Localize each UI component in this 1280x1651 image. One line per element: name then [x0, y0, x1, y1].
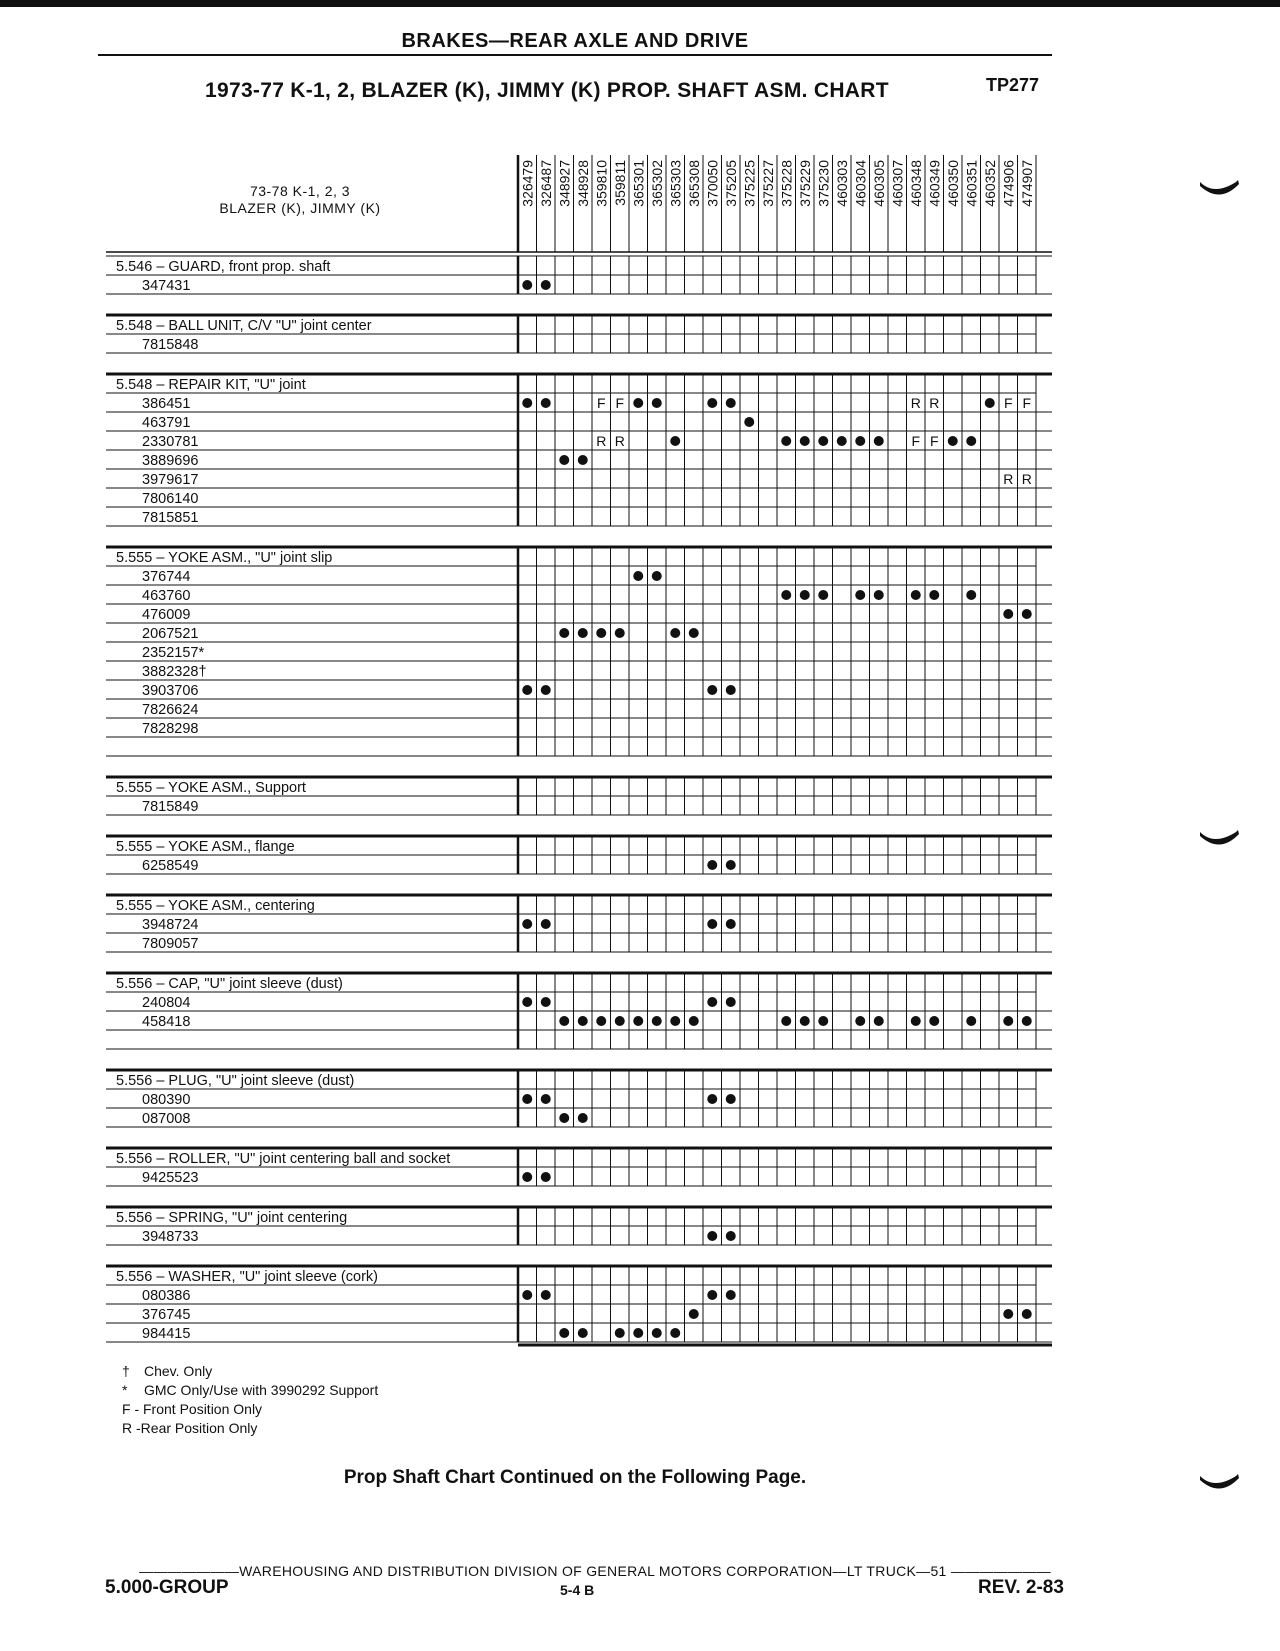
footer-page-number: 5-4 B: [560, 1582, 595, 1598]
column-header: 375229: [796, 160, 813, 207]
column-header: 365302: [648, 160, 665, 207]
usage-dot: [522, 1094, 532, 1104]
usage-dot: [707, 685, 717, 695]
usage-dot: [633, 398, 643, 408]
usage-dot: [1022, 1016, 1032, 1026]
usage-dot: [633, 571, 643, 581]
usage-dot: [800, 1016, 810, 1026]
usage-dot: [726, 919, 736, 929]
part-number: 3889696: [142, 453, 199, 469]
column-header: 460307: [889, 160, 906, 207]
part-number: 7806140: [142, 491, 199, 507]
usage-dot: [615, 628, 625, 638]
usage-dot: [578, 1328, 588, 1338]
column-header: 359810: [593, 160, 610, 207]
usage-dot: [559, 1016, 569, 1026]
usage-dot: [707, 1290, 717, 1300]
usage-dot: [670, 436, 680, 446]
column-header: 326487: [537, 160, 554, 207]
part-number: 476009: [142, 607, 191, 623]
usage-dot: [855, 590, 865, 600]
position-code: F: [615, 395, 625, 411]
usage-dot: [522, 685, 532, 695]
usage-dot: [726, 1290, 736, 1300]
column-header: 460350: [944, 160, 961, 207]
column-header: 375225: [741, 160, 758, 207]
part-number: 080386: [142, 1288, 191, 1304]
position-code: F: [1022, 395, 1032, 411]
usage-dot: [800, 436, 810, 446]
group-title: 5.555 – YOKE ASM., Support: [116, 780, 306, 796]
column-header: 365303: [667, 160, 684, 207]
usage-dot: [559, 628, 569, 638]
usage-dot: [874, 436, 884, 446]
column-header: 348928: [574, 160, 591, 207]
usage-dot: [707, 398, 717, 408]
usage-dot: [726, 1094, 736, 1104]
column-header: 474906: [1000, 160, 1017, 207]
vehicle-header-line1: 73-78 K-1, 2, 3: [249, 183, 351, 199]
usage-dot: [929, 590, 939, 600]
part-number: 984415: [142, 1326, 191, 1342]
usage-dot: [541, 997, 551, 1007]
usage-dot: [578, 628, 588, 638]
footnote: [122, 1362, 378, 1381]
usage-dot: [522, 280, 532, 290]
group-title: 5.548 – BALL UNIT, C/V "U" joint center: [116, 318, 372, 334]
part-number: 386451: [142, 396, 191, 412]
usage-dot: [1003, 609, 1013, 619]
section-title: BRAKES—REAR AXLE AND DRIVE: [401, 30, 749, 52]
usage-dot: [578, 1113, 588, 1123]
usage-dot: [726, 860, 736, 870]
usage-dot: [633, 1328, 643, 1338]
usage-dot: [541, 1094, 551, 1104]
part-number: 463760: [142, 588, 191, 604]
usage-dot: [707, 1231, 717, 1241]
part-number: 3979617: [142, 472, 199, 488]
usage-dot: [670, 1328, 680, 1338]
usage-dot: [1022, 609, 1032, 619]
usage-dot: [1003, 1016, 1013, 1026]
part-number: 2330781: [142, 434, 199, 450]
usage-dot: [726, 997, 736, 1007]
group-title: 5.548 – REPAIR KIT, "U" joint: [116, 377, 306, 393]
usage-dot: [578, 1016, 588, 1026]
usage-dot: [559, 1328, 569, 1338]
part-number: 6258549: [142, 858, 199, 874]
usage-dot: [874, 1016, 884, 1026]
usage-dot: [966, 590, 976, 600]
usage-dot: [522, 398, 532, 408]
position-code: F: [596, 395, 606, 411]
usage-dot: [596, 628, 606, 638]
footnote-symbol: R: [122, 1420, 133, 1436]
column-header: 460304: [852, 160, 869, 207]
usage-dot: [985, 398, 995, 408]
group-title: 5.555 – YOKE ASM., "U" joint slip: [116, 550, 333, 566]
part-number: 3903706: [142, 683, 199, 699]
part-number: 7826624: [142, 702, 199, 718]
part-number: 080390: [142, 1092, 191, 1108]
part-number: 3882328†: [142, 664, 207, 680]
usage-dot: [781, 590, 791, 600]
group-title: 5.556 – ROLLER, "U" joint centering ball and socket: [116, 1151, 451, 1167]
position-code: R: [1003, 471, 1014, 487]
footnote-symbol: F: [122, 1401, 131, 1417]
usage-dot: [559, 1113, 569, 1123]
usage-dot: [541, 280, 551, 290]
footer-group: 5.000-GROUP: [105, 1577, 229, 1598]
binder-clip-icon: [1198, 178, 1240, 200]
part-number: 458418: [142, 1014, 191, 1030]
usage-dot: [726, 685, 736, 695]
footnotes: [122, 1362, 378, 1438]
usage-dot: [911, 1016, 921, 1026]
part-number: 2067521: [142, 626, 199, 642]
group-title: 5.556 – SPRING, "U" joint centering: [116, 1210, 348, 1226]
usage-dot: [652, 1328, 662, 1338]
usage-dot: [911, 590, 921, 600]
group-title: 5.556 – CAP, "U" joint sleeve (dust): [116, 976, 343, 992]
usage-dot: [929, 1016, 939, 1026]
part-number: 7815848: [142, 337, 199, 353]
column-header: 460349: [926, 160, 943, 207]
usage-dot: [837, 436, 847, 446]
usage-dot: [781, 1016, 791, 1026]
part-number: 7815851: [142, 510, 199, 526]
usage-dot: [818, 436, 828, 446]
usage-dot: [615, 1328, 625, 1338]
column-header: 365301: [630, 160, 647, 207]
usage-dot: [818, 1016, 828, 1026]
position-code: F: [911, 433, 921, 449]
position-code: F: [929, 433, 939, 449]
usage-dot: [522, 919, 532, 929]
usage-dot: [1003, 1309, 1013, 1319]
usage-dot: [522, 997, 532, 1007]
part-number: 3948724: [142, 917, 199, 933]
part-number: 7828298: [142, 721, 199, 737]
column-header: 460348: [907, 160, 924, 207]
part-number: 7815849: [142, 799, 199, 815]
usage-dot: [726, 398, 736, 408]
usage-dot: [652, 1016, 662, 1026]
usage-dot: [652, 571, 662, 581]
column-header: 375205: [722, 160, 739, 207]
column-header: 375227: [759, 160, 776, 207]
group-title: 5.556 – WASHER, "U" joint sleeve (cork): [116, 1269, 378, 1285]
column-header: 474907: [1018, 160, 1035, 207]
part-number: 347431: [142, 278, 191, 294]
group-title: 5.555 – YOKE ASM., centering: [116, 898, 315, 914]
column-header: 460351: [963, 160, 980, 207]
chart-title: 1973-77 K-1, 2, BLAZER (K), JIMMY (K) PROP. SHAFT ASM. CHART: [205, 79, 889, 102]
continued-note: Prop Shaft Chart Continued on the Following Page.: [343, 1467, 807, 1488]
usage-dot: [855, 436, 865, 446]
column-header: 365308: [685, 160, 702, 207]
usage-dot: [689, 628, 699, 638]
usage-dot: [966, 436, 976, 446]
binder-clip-icon: [1198, 828, 1240, 850]
binder-clip-icon: [1198, 1472, 1240, 1494]
part-number: 9425523: [142, 1170, 199, 1186]
usage-dot: [541, 919, 551, 929]
column-header: 460352: [981, 160, 998, 207]
group-title: 5.556 – PLUG, "U" joint sleeve (dust): [116, 1073, 355, 1089]
column-header: 326479: [519, 160, 536, 207]
usage-dot: [596, 1016, 606, 1026]
usage-dot: [689, 1016, 699, 1026]
usage-dot: [541, 1290, 551, 1300]
position-code: R: [929, 395, 940, 411]
column-header: 460305: [870, 160, 887, 207]
part-number: 240804: [142, 995, 191, 1011]
part-number: 376745: [142, 1307, 191, 1323]
footnote: [122, 1400, 378, 1419]
usage-dot: [707, 860, 717, 870]
footnote-symbol: †: [122, 1363, 130, 1379]
usage-dot: [966, 1016, 976, 1026]
column-header: 359811: [611, 160, 628, 206]
part-number: 7809057: [142, 936, 199, 952]
usage-dot: [522, 1172, 532, 1182]
usage-dot: [652, 398, 662, 408]
usage-dot: [670, 1016, 680, 1026]
usage-dot: [522, 1290, 532, 1300]
usage-dot: [541, 1172, 551, 1182]
position-code: F: [1003, 395, 1013, 411]
position-code: R: [596, 433, 607, 449]
usage-dot: [633, 1016, 643, 1026]
usage-dot: [726, 1231, 736, 1241]
footnote-text: -Rear Position Only: [136, 1420, 258, 1436]
footnote-text: - Front Position Only: [134, 1401, 263, 1417]
group-title: 5.546 – GUARD, front prop. shaft: [116, 259, 331, 275]
usage-dot: [818, 590, 828, 600]
chart-code: TP277: [986, 75, 1040, 95]
part-number: 3948733: [142, 1229, 199, 1245]
usage-dot: [874, 590, 884, 600]
usage-dot: [707, 997, 717, 1007]
part-number: 376744: [142, 569, 191, 585]
usage-dot: [615, 1016, 625, 1026]
footnote: [122, 1381, 378, 1400]
footnote-text: Chev. Only: [144, 1363, 213, 1379]
usage-dot: [707, 1094, 717, 1104]
footer-revision: REV. 2-83: [978, 1577, 1064, 1598]
usage-dot: [781, 436, 791, 446]
part-number: 463791: [142, 415, 191, 431]
column-header: 375228: [778, 160, 795, 207]
position-code: R: [910, 395, 921, 411]
column-header: 370050: [704, 160, 721, 207]
usage-dot: [559, 455, 569, 465]
footnote-symbol: *: [122, 1382, 128, 1398]
usage-dot: [800, 590, 810, 600]
column-header: 375230: [815, 160, 832, 207]
usage-dot: [707, 919, 717, 929]
usage-dot: [689, 1309, 699, 1319]
usage-dot: [541, 398, 551, 408]
usage-dot: [948, 436, 958, 446]
footnote-text: GMC Only/Use with 3990292 Support: [144, 1382, 379, 1398]
group-title: 5.555 – YOKE ASM., flange: [116, 839, 295, 855]
column-header: 460303: [833, 160, 850, 207]
position-code: R: [614, 433, 625, 449]
vehicle-header-line2: BLAZER (K), JIMMY (K): [219, 200, 381, 216]
part-number: 087008: [142, 1111, 191, 1127]
usage-dot: [578, 455, 588, 465]
part-number: 2352157*: [142, 645, 205, 661]
usage-dot: [855, 1016, 865, 1026]
usage-dot: [744, 417, 754, 427]
position-code: R: [1021, 471, 1032, 487]
usage-dot: [670, 628, 680, 638]
usage-dot: [1022, 1309, 1032, 1319]
footer-division-line: ———————WAREHOUSING AND DISTRIBUTION DIVISION OF GENERAL MOTORS CORPORATION—LT TRUCK—51 ———————: [139, 1563, 1051, 1579]
column-header: 348927: [556, 160, 573, 207]
usage-dot: [541, 685, 551, 695]
footnote: [122, 1419, 378, 1438]
